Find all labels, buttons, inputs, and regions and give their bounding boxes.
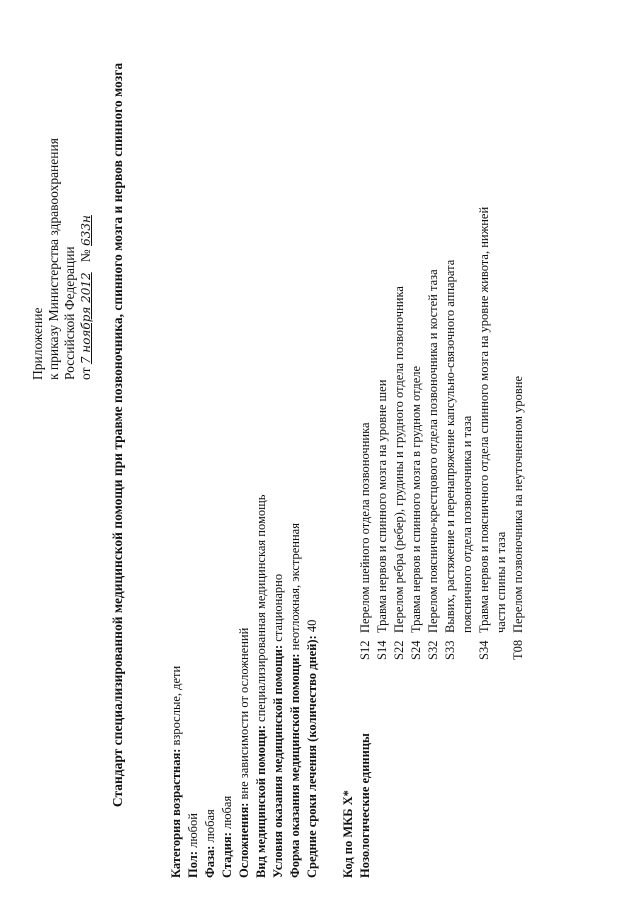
mkb-code-row bbox=[425, 198, 442, 660]
parameter-value: неотложная, экстренная bbox=[288, 523, 302, 654]
appendix-line-3: Российской Федерации bbox=[62, 246, 77, 380]
parameter-row bbox=[236, 495, 253, 878]
mkb-code-row bbox=[391, 198, 408, 660]
mkb-header bbox=[340, 733, 374, 878]
mkb-code: S12 bbox=[358, 640, 372, 660]
handwritten-number: 633н bbox=[79, 215, 93, 246]
nosological-units-label: Нозологические единицы bbox=[358, 733, 372, 878]
parameter-row bbox=[253, 495, 270, 878]
date-prefix: от bbox=[78, 367, 93, 380]
mkb-code: T08 bbox=[511, 639, 525, 660]
mkb-code-row bbox=[442, 198, 476, 660]
mkb-code: S32 bbox=[426, 640, 440, 660]
parameter-label: Фаза: bbox=[203, 845, 217, 878]
parameter-row bbox=[168, 495, 185, 878]
parameter-label: Осложнения: bbox=[237, 802, 251, 878]
parameter-label: Форма оказания медицинской помощи: bbox=[288, 653, 302, 878]
appendix-line-1: Приложение bbox=[30, 307, 45, 380]
parameter-value: вне зависимости от осложнений bbox=[237, 627, 251, 803]
parameter-value: взрослые, дети bbox=[169, 665, 183, 749]
parameter-label: Вид медицинской помощи: bbox=[254, 725, 268, 878]
parameter-value: любая bbox=[203, 809, 217, 846]
appendix-line-2: к приказу Министерства здравоохранения bbox=[46, 138, 61, 380]
parameter-row bbox=[202, 495, 219, 878]
mkb-codes-list bbox=[357, 198, 527, 660]
mkb-code-row bbox=[510, 198, 527, 660]
mkb-diagnosis-name: Травма нервов и поясничного отдела спинного мозга на уровне живота, нижней части спины и таза bbox=[477, 206, 508, 633]
mkb-diagnosis-name: Перелом шейного отдела позвоночника bbox=[358, 422, 372, 633]
parameter-label: Категория возрастная: bbox=[169, 748, 183, 878]
appendix-date-line bbox=[78, 138, 94, 380]
parameter-value: любая bbox=[220, 795, 234, 833]
parameter-value: специализированная медицинская помощь bbox=[254, 494, 268, 726]
parameters-list bbox=[168, 495, 321, 878]
parameter-label: Пол: bbox=[186, 851, 200, 878]
mkb-diagnosis-name: Перелом пояснично-крестцового отдела позвоночника и костей таза bbox=[426, 269, 440, 633]
mkb-code: S33 bbox=[443, 640, 457, 660]
mkb-code-row bbox=[357, 198, 374, 660]
mkb-code: S24 bbox=[409, 640, 423, 660]
mkb-code-label: Код по МКБ X* bbox=[341, 790, 355, 878]
mkb-code: S14 bbox=[375, 640, 389, 660]
handwritten-date: 7 ноября 2012 bbox=[79, 272, 93, 365]
parameter-row bbox=[185, 495, 202, 878]
mkb-diagnosis-name: Травма нервов и спинного мозга в грудном отделе bbox=[409, 365, 423, 633]
parameter-value: стационарно bbox=[271, 573, 285, 645]
mkb-code: S34 bbox=[477, 640, 491, 660]
mkb-code-row bbox=[476, 198, 510, 660]
parameter-value: любой bbox=[186, 813, 200, 852]
parameter-label: Стадия: bbox=[220, 832, 234, 878]
parameter-row bbox=[304, 495, 321, 878]
number-prefix: № bbox=[78, 249, 93, 263]
mkb-code-row bbox=[408, 198, 425, 660]
parameter-row bbox=[287, 495, 304, 878]
parameter-value: 40 bbox=[305, 619, 319, 636]
mkb-diagnosis-name: Травма нервов и спинного мозга на уровне шеи bbox=[375, 379, 389, 633]
document-title: Стандарт специализированной медицинской помощи при травме позвоночника, спинного мозга и нервов спинного мозга bbox=[110, 62, 125, 808]
parameter-label: Условия оказания медицинской помощи: bbox=[271, 644, 285, 878]
parameter-row bbox=[270, 495, 287, 878]
mkb-diagnosis-name: Перелом ребра (ребер), грудины и грудного отдела позвоночника bbox=[392, 286, 406, 633]
mkb-diagnosis-name: Перелом позвоночника на неуточненном уровне bbox=[511, 375, 525, 633]
mkb-diagnosis-name: Вывих, растяжение и перенапряжение капсульно-связочного аппарата поясничного отдела позвоночника и таза bbox=[443, 259, 474, 633]
appendix-header bbox=[30, 138, 94, 380]
parameter-row bbox=[219, 495, 236, 878]
parameter-label: Средние сроки лечения (количество дней): bbox=[305, 635, 319, 878]
mkb-code: S22 bbox=[392, 640, 406, 660]
mkb-code-row bbox=[374, 198, 391, 660]
